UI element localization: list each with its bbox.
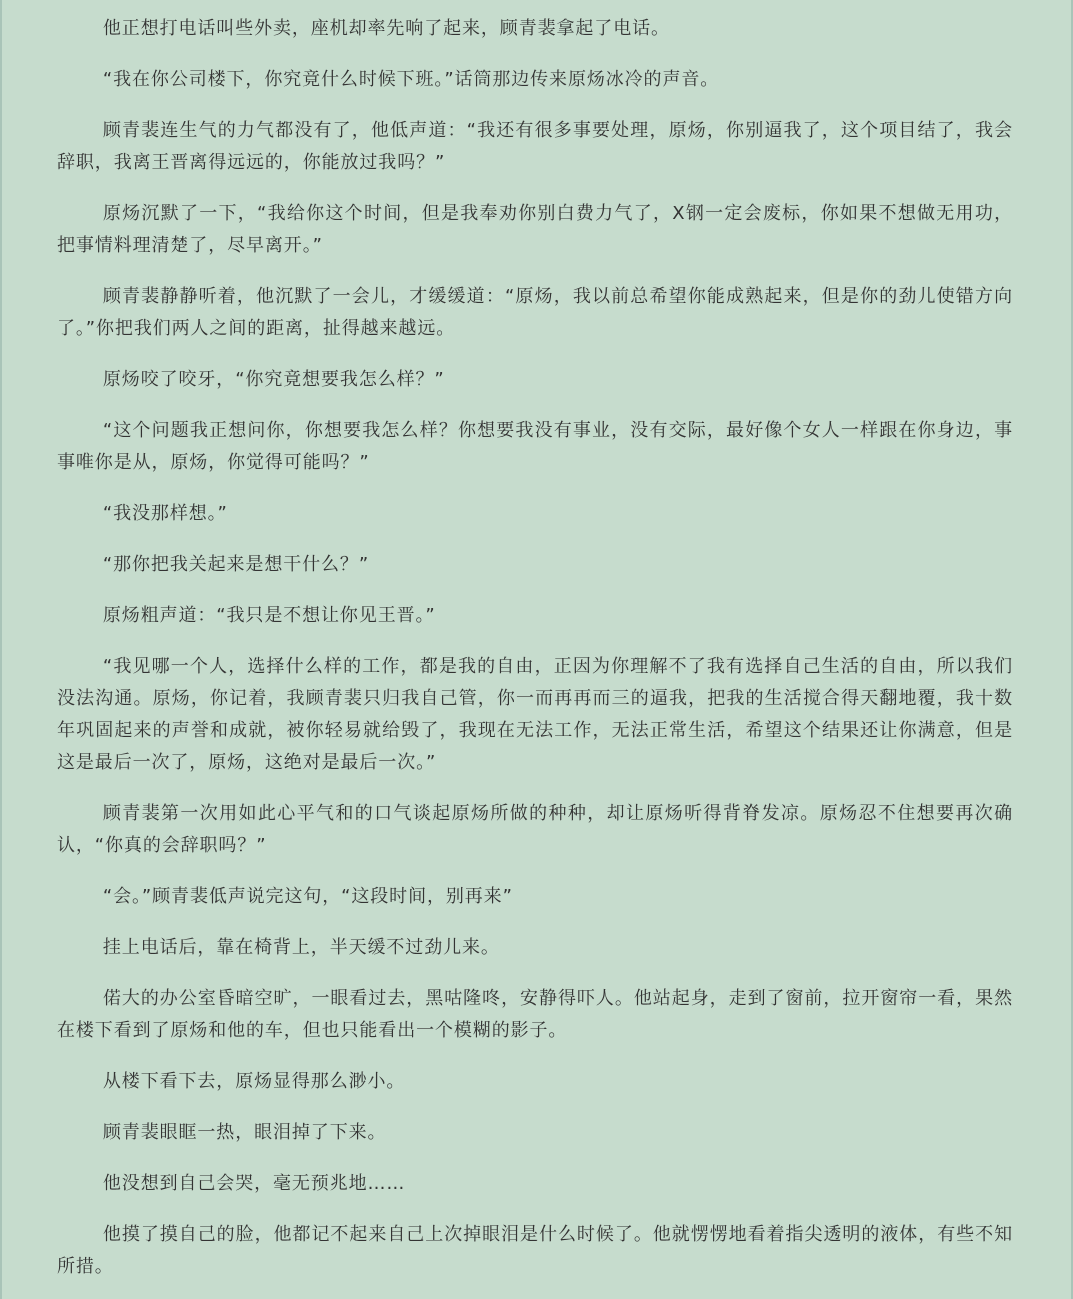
paragraph: 顾青裴连生气的力气都没有了，他低声道：“我还有很多事要处理，原炀，你别逼我了，这个项目结了，我会辞职，我离王晋离得远远的，你能放过我吗？” [57, 120, 1013, 173]
paragraph: 顾青裴静静听着，他沉默了一会儿，才缓缓道：“原炀，我以前总希望你能成熟起来，但是你的劲儿使错方向了。”你把我们两人之间的距离，扯得越来越远。 [57, 286, 1013, 339]
paragraph: 原炀咬了咬牙，“你究竟想要我怎么样？” [102, 369, 445, 390]
paragraph: “会。”顾青裴低声说完这句，“这段时间，别再来” [102, 886, 513, 907]
paragraph: 他正想打电话叫些外卖，座机却率先响了起来，顾青裴拿起了电话。 [102, 18, 670, 39]
paragraph: 从楼下看下去，原炀显得那么渺小。 [102, 1071, 406, 1092]
paragraph: “我没那样想。” [102, 503, 228, 524]
paragraph: 原炀沉默了一下，“我给你这个时间，但是我奉劝你别白费力气了，X钢一定会废标，你如果不想做无用功，把事情料理清楚了，尽早离开。” [57, 203, 1013, 256]
paragraph: 顾青裴第一次用如此心平气和的口气谈起原炀所做的种种，却让原炀听得背脊发凉。原炀忍不住想要再次确认，“你真的会辞职吗？” [57, 803, 1013, 856]
paragraph: 挂上电话后，靠在椅背上，半天缓不过劲儿来。 [102, 937, 500, 958]
paragraph: 偌大的办公室昏暗空旷，一眼看过去，黑咕隆咚，安静得吓人。他站起身，走到了窗前，拉开窗帘一看，果然在楼下看到了原炀和他的车，但也只能看出一个模糊的影子。 [57, 988, 1013, 1041]
paragraph: “我见哪一个人，选择什么样的工作，都是我的自由，正因为你理解不了我有选择自己生活的自由，所以我们没法沟通。原炀，你记着，我顾青裴只归我自己管，你一而再再而三的逼我，把我的生活搅合得天翻地覆，我十数年巩固起来的声誉和成就，被你轻易就给毁了，我现在无法工作，无法正常生活，希望这个结果还让你满意，但是这是最后一次了，原炀，这绝对是最后一次。” [57, 656, 1013, 773]
paragraph: 原炀粗声道：“我只是不想让你见王晋。” [102, 605, 436, 626]
paragraph: “这个问题我正想问你，你想要我怎么样？你想要我没有事业，没有交际，最好像个女人一样跟在你身边，事事唯你是从，原炀，你觉得可能吗？” [57, 420, 1013, 473]
paragraph: 他没想到自己会哭，毫无预兆地…… [102, 1173, 406, 1194]
paragraph: “那你把我关起来是想干什么？” [102, 554, 370, 575]
paragraph: “我在你公司楼下，你究竟什么时候下班。”话筒那边传来原炀冰冷的声音。 [102, 69, 720, 90]
paragraph: 顾青裴眼眶一热，眼泪掉了下来。 [102, 1122, 387, 1143]
paragraph: 他摸了摸自己的脸，他都记不起来自己上次掉眼泪是什么时候了。他就愣愣地看着指尖透明的液体，有些不知所措。 [57, 1224, 1013, 1277]
